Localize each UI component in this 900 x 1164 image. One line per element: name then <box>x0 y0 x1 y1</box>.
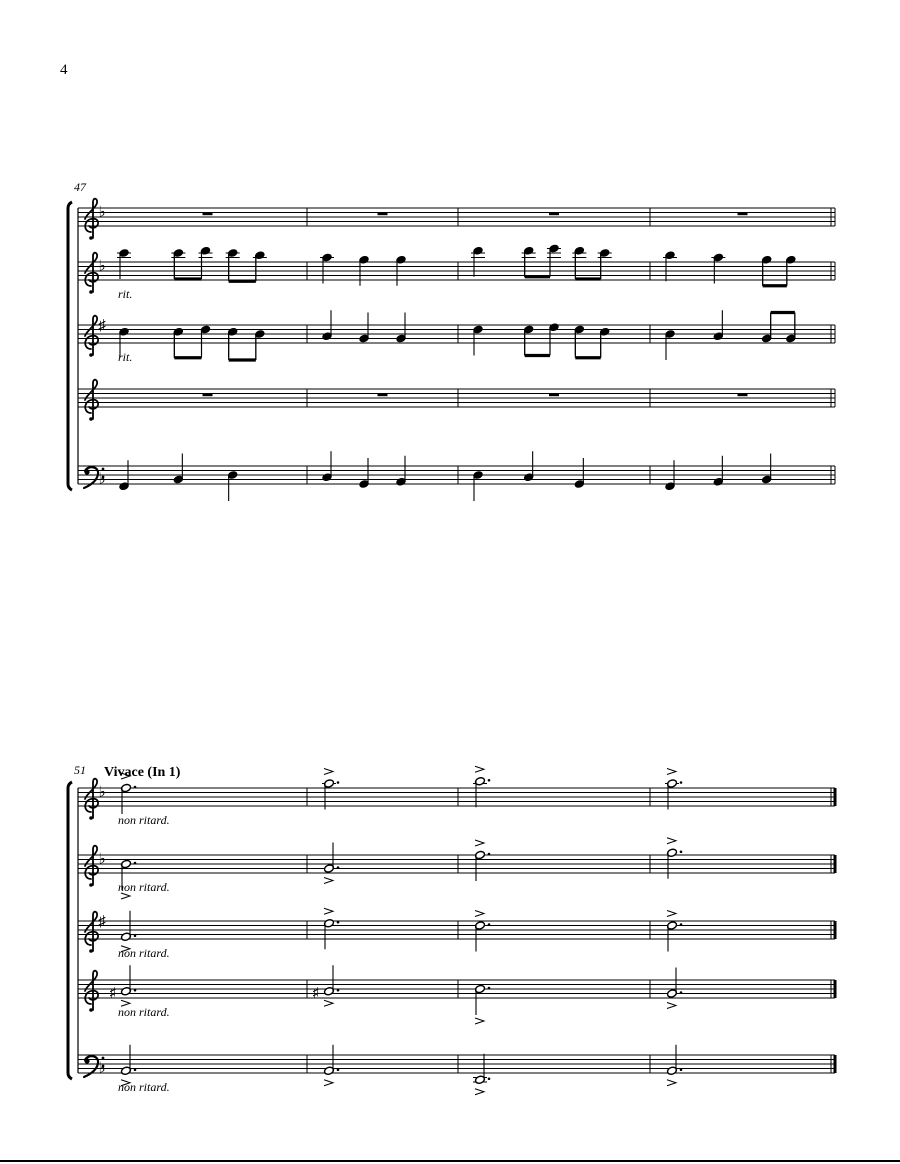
whole-rest-icon <box>378 213 388 216</box>
page-number: 4 <box>60 62 68 78</box>
staff <box>78 921 835 939</box>
accent-icon <box>667 1080 676 1086</box>
whole-rest-icon <box>378 394 388 397</box>
dot-icon <box>488 1077 491 1080</box>
flat-icon: ♭ <box>98 784 106 801</box>
staff <box>78 389 835 407</box>
flat-icon: ♭ <box>98 1060 106 1077</box>
clef-stroke <box>85 380 98 419</box>
clef-dot <box>89 1008 93 1012</box>
clef-stroke <box>85 846 98 885</box>
accent-icon <box>475 1089 484 1095</box>
flat-icon: ♭ <box>98 851 106 868</box>
accent-icon <box>475 840 484 846</box>
staff <box>78 855 835 873</box>
clef-stroke <box>85 316 98 355</box>
accent-icon <box>667 838 676 844</box>
system-bracket <box>68 782 72 1079</box>
treble-clef-icon <box>85 971 98 1012</box>
dot-icon <box>337 989 340 992</box>
expression-text: non ritard. <box>118 813 170 827</box>
accent-icon <box>667 1003 676 1009</box>
expression-text: non ritard. <box>118 1005 170 1019</box>
treble-clef-icon <box>85 199 98 240</box>
treble-clef-icon <box>85 779 98 820</box>
measure-number: 47 <box>74 180 86 194</box>
dot-icon <box>488 853 491 856</box>
staff <box>78 1055 835 1073</box>
sharp-icon: ♯ <box>109 984 117 1000</box>
treble-clef-icon <box>85 912 98 953</box>
clef-dot <box>89 236 93 240</box>
dot-icon <box>134 989 137 992</box>
sharp-icon: ♯ <box>98 318 106 334</box>
dot-icon <box>134 786 137 789</box>
accent-icon <box>667 911 676 917</box>
flat-icon: ♭ <box>98 204 106 221</box>
whole-rest-icon <box>203 394 213 397</box>
page-bottom-border <box>0 1160 900 1162</box>
dot-icon <box>488 923 491 926</box>
treble-clef-icon <box>85 316 98 357</box>
clef-dot <box>89 417 93 421</box>
staff <box>78 208 835 226</box>
clef-dot <box>102 468 105 471</box>
dot-icon <box>337 781 340 784</box>
tempo-marking: Vivace (In 1) <box>104 765 181 780</box>
expression-text: non ritard. <box>118 1080 170 1094</box>
dot-icon <box>134 862 137 865</box>
dot-icon <box>134 934 137 937</box>
accent-icon <box>475 911 484 917</box>
sharp-icon: ♯ <box>312 984 320 1000</box>
accent-icon <box>475 1018 484 1024</box>
expression-text: rit. <box>118 287 133 301</box>
clef-dot <box>89 816 93 820</box>
whole-rest-icon <box>549 394 559 397</box>
dot-icon <box>488 779 491 782</box>
dot-icon <box>680 991 683 994</box>
whole-rest-icon <box>549 213 559 216</box>
expression-text: rit. <box>118 350 133 364</box>
clef-stroke <box>85 253 98 292</box>
dot-icon <box>680 781 683 784</box>
clef-stroke <box>85 912 98 951</box>
treble-clef-icon <box>85 253 98 294</box>
clef-dot <box>89 353 93 357</box>
measure-number: 51 <box>74 763 86 777</box>
clef-dot <box>89 949 93 953</box>
dot-icon <box>488 987 491 990</box>
dot-icon <box>337 866 340 869</box>
clef-dot <box>84 1058 89 1063</box>
accent-icon <box>324 878 333 884</box>
clef-dot <box>89 883 93 887</box>
expression-text: non ritard. <box>118 946 170 960</box>
clef-stroke <box>85 199 98 238</box>
staff <box>78 980 835 998</box>
clef-dot <box>102 1057 105 1060</box>
clef-dot <box>84 469 89 474</box>
dot-icon <box>680 1068 683 1071</box>
whole-rest-icon <box>738 213 748 216</box>
dot-icon <box>337 921 340 924</box>
whole-rest-icon <box>203 213 213 216</box>
accent-icon <box>324 908 333 914</box>
dot-icon <box>134 1068 137 1071</box>
accent-icon <box>667 769 676 775</box>
accent-icon <box>324 1000 333 1006</box>
dot-icon <box>337 1068 340 1071</box>
staff <box>78 262 835 280</box>
accent-icon <box>324 1080 333 1086</box>
clef-stroke <box>85 779 98 818</box>
expression-text: non ritard. <box>118 880 170 894</box>
flat-icon: ♭ <box>98 258 106 275</box>
whole-rest-icon <box>738 394 748 397</box>
system-bracket <box>68 202 72 490</box>
sharp-icon: ♯ <box>98 914 106 930</box>
dot-icon <box>680 850 683 853</box>
staff <box>78 788 835 806</box>
clef-dot <box>89 290 93 294</box>
treble-clef-icon <box>85 380 98 421</box>
treble-clef-icon <box>85 846 98 887</box>
dot-icon <box>680 923 683 926</box>
clef-stroke <box>85 971 98 1010</box>
flat-icon: ♭ <box>98 471 106 488</box>
accent-icon <box>475 766 484 772</box>
accent-icon <box>324 769 333 775</box>
